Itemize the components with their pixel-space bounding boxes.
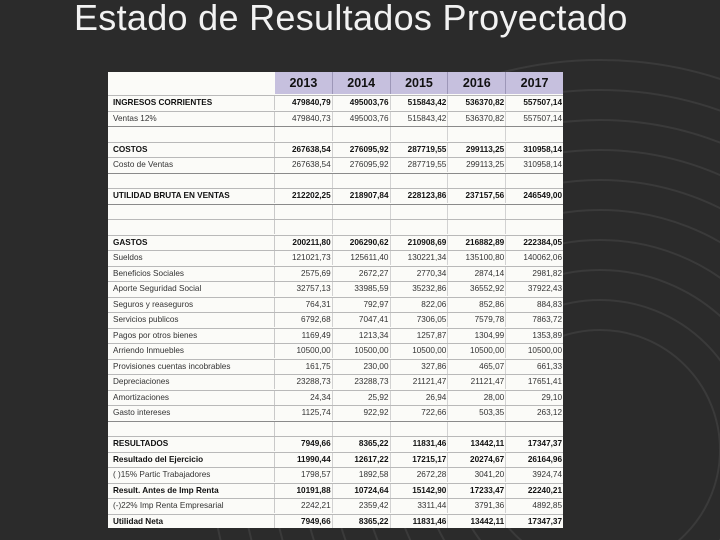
value-cell: 1169,49 [275,329,333,343]
value-cell: 7949,66 [275,515,333,529]
value-cell: 228123,86 [391,189,449,203]
value-cell: 2672,27 [333,267,391,281]
value-cell: 1353,89 [532,330,563,340]
value-cell: 2770,34 [391,267,449,281]
table-row [108,126,563,141]
value-cell: 822,06 [391,298,449,312]
table-row [108,421,563,436]
value-cell: 536370,82 [448,112,506,126]
row-label: Aporte Seguridad Social [108,282,275,296]
table-row [108,281,563,296]
value-cell: 35232,86 [391,282,449,296]
value-cell: 764,31 [275,298,333,312]
value-cell: 13442,11 [448,437,506,451]
value-cell [448,174,506,188]
value-cell: 10500,00 [527,346,563,355]
value-cell [275,174,333,188]
table-row [108,173,563,188]
value-cell [448,127,506,141]
value-cell [275,220,333,234]
section-rule [108,173,563,174]
value-cell [391,205,449,219]
income-statement-table [108,72,563,528]
value-cell: 10191,88 [275,484,333,498]
value-cell: 922,92 [333,406,391,420]
row-label: Sueldos [108,251,275,265]
value-cell: 2242,21 [275,499,333,513]
value-cell: 515843,42 [391,112,449,126]
value-cell: 792,97 [333,298,391,312]
row-label [108,205,275,219]
value-cell: 884,83 [536,299,563,309]
year-header: 2017 [505,72,563,94]
value-cell: 267638,54 [275,158,333,172]
year-header: 2016 [447,72,505,94]
value-cell: 230,00 [333,360,391,374]
table-row [108,390,563,405]
value-cell [275,205,333,219]
value-cell: 140062,06 [523,253,563,262]
table-row [108,452,563,467]
value-cell: 125611,40 [333,251,391,265]
value-cell [333,127,391,141]
value-cell: 246549,00 [523,191,563,200]
table-row [108,266,563,281]
value-cell: 7306,05 [391,313,449,327]
value-cell [391,174,449,188]
value-cell: 536370,82 [448,96,506,110]
row-label: (-)22% Imp Renta Empresarial [108,499,275,513]
value-cell: 7047,41 [333,313,391,327]
value-cell: 37922,43 [527,284,563,293]
value-cell: 267638,54 [275,143,333,157]
value-cell: 10500,00 [391,344,449,358]
table-row [108,219,563,234]
table-row [108,157,563,172]
value-cell [275,127,333,141]
value-cell [333,220,391,234]
value-cell: 8365,22 [333,515,391,529]
value-cell: 276095,92 [333,158,391,172]
table-row [108,343,563,358]
value-cell: 2874,14 [448,267,506,281]
table-row [108,436,563,451]
row-label: Arriendo Inmuebles [108,344,275,358]
value-cell: 515843,42 [391,96,449,110]
value-cell: 8365,22 [333,437,391,451]
value-cell: 7863,72 [532,315,563,324]
year-header: 2015 [390,72,448,94]
table-row [108,483,563,498]
value-cell: 310958,14 [523,160,563,169]
value-cell [391,422,449,436]
value-cell: 1125,74 [275,406,333,420]
row-label: Pagos por otros bienes [108,329,275,343]
value-cell: 17347,37 [527,439,563,448]
value-cell: 1213,34 [333,329,391,343]
table-row [108,498,563,513]
value-cell: 2359,42 [333,499,391,513]
value-cell: 20274,67 [448,453,506,467]
row-label [108,174,275,188]
row-label [108,422,275,436]
table-row [108,111,563,126]
row-label: Utilidad Neta [108,515,275,529]
value-cell: 310958,14 [523,144,563,154]
value-cell [448,205,506,219]
value-cell [506,205,563,219]
row-label: Resultado del Ejercicio [108,453,275,467]
value-cell: 17215,17 [391,453,449,467]
value-cell: 276095,92 [333,143,391,157]
value-cell: 2981,82 [532,268,563,278]
value-cell: 210908,69 [391,236,449,250]
table-row [108,359,563,374]
value-cell: 200211,80 [275,236,333,250]
value-cell: 557507,14 [523,113,563,123]
section-rule [108,126,563,127]
table-row [108,142,563,157]
value-cell [506,220,563,234]
value-cell: 161,75 [275,360,333,374]
row-label: Result. Antes de Imp Renta [108,484,275,498]
row-label: ( )15% Partic Trabajadores [108,468,275,482]
value-cell: 495003,76 [333,96,391,110]
value-cell: 661,33 [536,361,563,371]
value-cell: 299113,25 [448,158,506,172]
value-cell: 852,86 [448,298,506,312]
value-cell: 10500,00 [448,344,506,358]
value-cell: 10724,64 [333,484,391,498]
row-label [108,127,275,141]
value-cell: 11990,44 [275,453,333,467]
row-label: Servicios publicos [108,313,275,327]
table-row [108,204,563,219]
value-cell: 21121,47 [448,375,506,389]
value-cell: 130221,34 [391,251,449,265]
value-cell: 36552,92 [448,282,506,296]
value-cell: 32757,13 [275,282,333,296]
value-cell [506,127,563,141]
value-cell: 7949,66 [275,437,333,451]
row-label: Depreciaciones [108,375,275,389]
value-cell: 222384,05 [523,237,563,247]
value-cell: 17233,47 [448,484,506,498]
value-cell [391,220,449,234]
value-cell: 28,00 [448,391,506,405]
row-label [108,220,275,234]
value-cell: 6792,68 [275,313,333,327]
value-cell: 287719,55 [391,143,449,157]
table-row [108,297,563,312]
value-cell: 3791,36 [448,499,506,513]
value-cell [333,205,391,219]
table-row [108,328,563,343]
value-cell: 15142,90 [391,484,449,498]
value-cell: 29,10 [541,392,563,402]
value-cell: 13442,11 [448,515,506,529]
value-cell: 10500,00 [275,344,333,358]
value-cell: 479840,73 [275,112,333,126]
table-row [108,374,563,389]
value-cell: 17347,37 [527,516,563,526]
value-cell [448,220,506,234]
table-row [108,312,563,327]
value-cell [333,174,391,188]
value-cell: 263,12 [536,408,563,417]
value-cell [391,127,449,141]
value-cell: 1257,87 [391,329,449,343]
table-row [108,95,563,110]
value-cell: 24,34 [275,391,333,405]
value-cell: 22240,21 [527,485,563,495]
value-cell: 216882,89 [448,236,506,250]
value-cell: 23288,73 [333,375,391,389]
row-label: RESULTADOS [108,437,275,451]
value-cell [275,422,333,436]
row-label: COSTOS [108,143,275,157]
row-label: UTILIDAD BRUTA EN VENTAS [108,189,275,203]
value-cell: 7579,78 [448,313,506,327]
table-row [108,514,563,529]
value-cell: 237157,56 [448,189,506,203]
value-cell: 1798,57 [275,468,333,482]
value-cell: 465,07 [448,360,506,374]
value-cell: 212202,25 [275,189,333,203]
table-row [108,467,563,482]
value-cell: 557507,14 [523,98,563,107]
table-row [108,235,563,250]
section-rule [108,204,563,205]
row-label: Amortizaciones [108,391,275,405]
value-cell: 299113,25 [448,143,506,157]
value-cell: 12617,22 [333,453,391,467]
section-rule [108,421,563,422]
value-cell: 1892,58 [333,468,391,482]
value-cell: 10500,00 [333,344,391,358]
row-label: Ventas 12% [108,112,275,126]
value-cell: 1304,99 [448,329,506,343]
value-cell: 11831,46 [391,437,449,451]
table-row [108,188,563,203]
value-cell: 23288,73 [275,375,333,389]
row-label: Provisiones cuentas incobrables [108,360,275,374]
row-label: Beneficios Sociales [108,267,275,281]
value-cell: 503,35 [448,406,506,420]
row-label: GASTOS [108,236,275,250]
value-cell: 121021,73 [275,251,333,265]
year-header-row [275,72,563,94]
value-cell [506,174,563,188]
row-label: Seguros y reaseguros [108,298,275,312]
value-cell: 495003,76 [333,112,391,126]
value-cell: 26,94 [391,391,449,405]
value-cell: 327,86 [391,360,449,374]
slide-title: Estado de Resultados Proyectado [74,0,628,38]
value-cell [506,422,563,436]
year-header: 2013 [289,76,318,90]
value-cell: 25,92 [333,391,391,405]
table-row [108,250,563,265]
year-header: 2014 [332,72,390,94]
value-cell [333,422,391,436]
value-cell: 3311,44 [391,499,449,513]
value-cell: 2672,28 [391,468,449,482]
value-cell [448,422,506,436]
value-cell: 3924,74 [532,470,563,479]
value-cell: 4892,85 [532,501,563,510]
row-label: Costo de Ventas [108,158,275,172]
value-cell: 479840,79 [275,96,333,110]
value-cell: 33985,59 [333,282,391,296]
value-cell: 2575,69 [275,267,333,281]
value-cell: 722,66 [391,406,449,420]
table-row [108,405,563,420]
value-cell: 3041,20 [448,468,506,482]
value-cell: 218907,84 [333,189,391,203]
value-cell: 11831,46 [391,515,449,529]
value-cell: 135100,80 [448,251,506,265]
value-cell: 17651,41 [527,377,563,386]
row-label: INGRESOS CORRIENTES [108,96,275,110]
value-cell: 26164,96 [527,454,563,464]
value-cell: 21121,47 [391,375,449,389]
row-label: Gasto intereses [108,406,275,420]
value-cell: 287719,55 [391,158,449,172]
value-cell: 206290,62 [333,236,391,250]
